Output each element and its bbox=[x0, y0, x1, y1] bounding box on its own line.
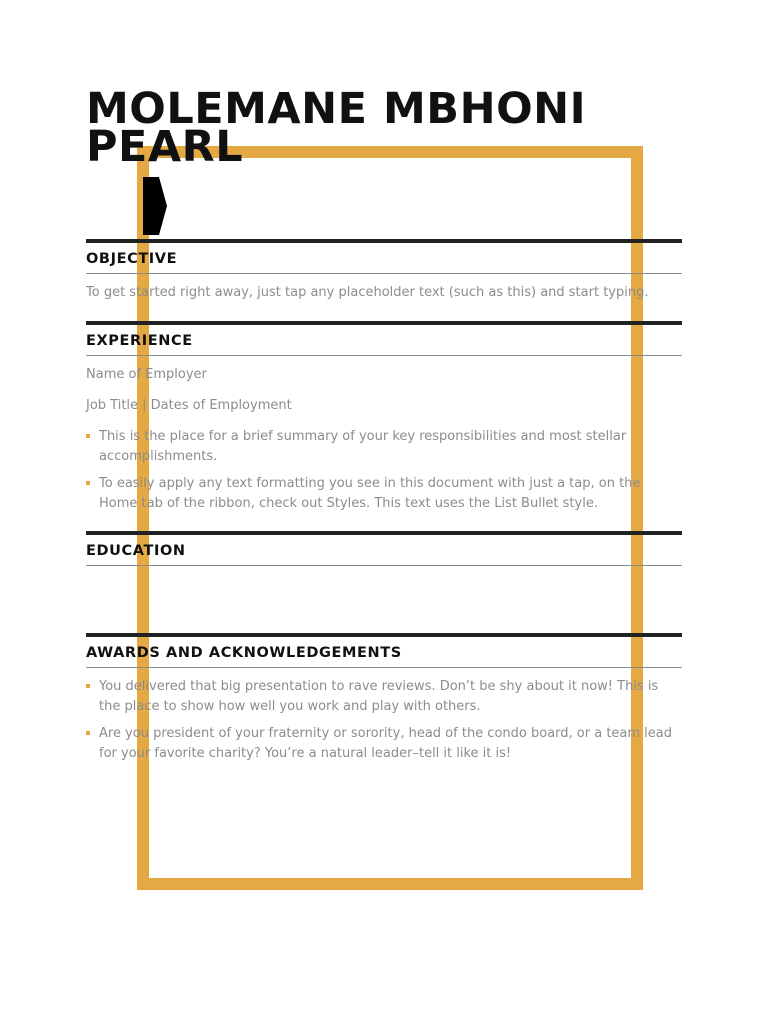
candidate-name bbox=[86, 84, 686, 172]
name-line-2: PEARL bbox=[86, 122, 244, 172]
list-item: Are you president of your fraternity or sorority, head of the condo board, or a team lead for your favorite charity? You’re a natural leader–tell it like it is! bbox=[86, 724, 682, 763]
heading-underline bbox=[86, 565, 682, 566]
objective-text: To get started right away, just tap any placeholder text (such as this) and start typing. bbox=[86, 285, 649, 300]
education-section bbox=[86, 531, 682, 566]
job-title: Job Title | Dates of Employment bbox=[86, 398, 292, 413]
awards-bullets bbox=[86, 677, 682, 763]
objective-section bbox=[86, 239, 682, 302]
awards-section bbox=[86, 633, 682, 771]
employer-name: Name of Employer bbox=[86, 367, 207, 382]
experience-bullets bbox=[86, 427, 682, 513]
experience-heading: EXPERIENCE bbox=[86, 333, 193, 349]
education-heading: EDUCATION bbox=[86, 543, 186, 559]
objective-heading: OBJECTIVE bbox=[86, 251, 178, 267]
heading-underline bbox=[86, 273, 682, 274]
awards-heading: AWARDS AND ACKNOWLEDGEMENTS bbox=[86, 645, 402, 661]
experience-section bbox=[86, 321, 682, 521]
list-item: To easily apply any text formatting you see in this document with just a tap, on the Home tab of the ribbon, check out Styles. This text uses the List Bullet style. bbox=[86, 474, 682, 513]
list-item: This is the place for a brief summary of your key responsibilities and most stellar accomplishments. bbox=[86, 427, 682, 466]
name-line-1: MOLEMANE MBHONI bbox=[86, 84, 587, 134]
heading-underline bbox=[86, 667, 682, 668]
list-item: You delivered that big presentation to rave reviews. Don’t be shy about it now! This is the place to show how well you work and play with others. bbox=[86, 677, 682, 716]
tag-marker-icon bbox=[143, 177, 167, 235]
heading-underline bbox=[86, 355, 682, 356]
